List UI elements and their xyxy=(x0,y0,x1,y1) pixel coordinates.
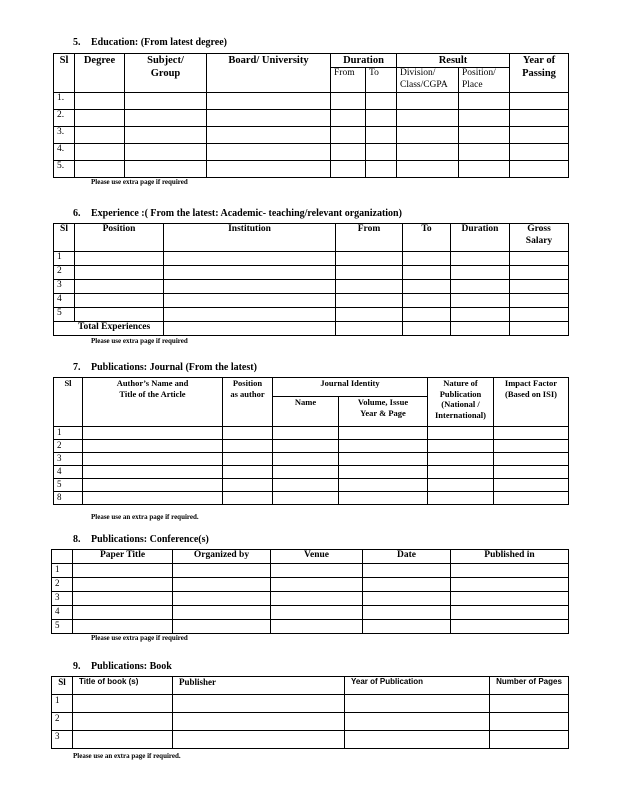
to-cell[interactable] xyxy=(403,294,451,308)
row-number: 3 xyxy=(54,280,75,294)
row-number: 3 xyxy=(52,731,73,749)
row-number: 2 xyxy=(54,440,83,453)
table-row xyxy=(54,160,569,177)
row-number: 4 xyxy=(54,294,75,308)
table-row xyxy=(54,92,569,109)
header-sl-blank xyxy=(52,550,73,564)
to-cell[interactable] xyxy=(366,160,397,177)
header-sl: Sl xyxy=(54,54,75,93)
total-salary-cell[interactable] xyxy=(510,322,569,336)
header-year-of-passing xyxy=(510,54,569,93)
header-gross-salary xyxy=(510,224,569,252)
table-row xyxy=(52,564,569,578)
division-cell[interactable] xyxy=(397,126,459,143)
year-cell[interactable] xyxy=(345,731,490,749)
header-subject xyxy=(125,54,207,93)
subject-cell[interactable] xyxy=(125,143,207,160)
row-number: 1 xyxy=(52,564,73,578)
section-number: 9. xyxy=(73,661,81,672)
venue-cell[interactable] xyxy=(271,578,363,592)
nature-cell[interactable] xyxy=(428,427,494,440)
journal-name-cell[interactable] xyxy=(273,492,339,505)
institution-cell[interactable] xyxy=(164,252,336,266)
date-cell[interactable] xyxy=(363,592,451,606)
position-cell[interactable] xyxy=(459,143,510,160)
publisher-cell[interactable] xyxy=(173,695,345,713)
section-title-text: Education: (From latest degree) xyxy=(91,37,227,48)
book-section-title xyxy=(73,661,172,672)
row-number: 3. xyxy=(54,126,75,143)
header-impact-line2: (Based on ISI) xyxy=(505,388,557,399)
venue-cell[interactable] xyxy=(271,564,363,578)
salary-cell[interactable] xyxy=(510,308,569,322)
position-cell[interactable] xyxy=(459,109,510,126)
position-cell[interactable] xyxy=(75,308,164,322)
organized-by-cell[interactable] xyxy=(173,620,271,634)
header-journal-identity: Journal Identity xyxy=(273,378,428,397)
conference-section-title xyxy=(73,534,209,545)
division-cell[interactable] xyxy=(397,143,459,160)
table-row xyxy=(52,578,569,592)
institution-cell[interactable] xyxy=(164,308,336,322)
header-nature-line2: Publication xyxy=(439,388,482,399)
header-year-line2: Passing xyxy=(522,68,556,80)
header-volume-line2: Year & Page xyxy=(360,407,406,418)
board-cell[interactable] xyxy=(207,92,331,109)
header-gross-line1: Gross xyxy=(527,224,551,234)
header-institution: Institution xyxy=(164,224,336,252)
header-sl: Sl xyxy=(54,378,83,427)
volume-cell[interactable] xyxy=(339,453,428,466)
duration-cell[interactable] xyxy=(451,266,510,280)
section-title-text: Experience :( From the latest: Academic- teaching/relevant organization) xyxy=(91,208,402,219)
volume-cell[interactable] xyxy=(339,466,428,479)
table-row xyxy=(54,109,569,126)
header-number-of-pages: Number of Pages xyxy=(490,677,569,695)
section-title-text: Publications: Book xyxy=(91,661,172,672)
table-row xyxy=(54,492,569,505)
board-cell[interactable] xyxy=(207,160,331,177)
board-cell[interactable] xyxy=(207,126,331,143)
table-row xyxy=(52,592,569,606)
board-cell[interactable] xyxy=(207,143,331,160)
organized-by-cell[interactable] xyxy=(173,606,271,620)
from-cell[interactable] xyxy=(336,266,403,280)
duration-cell[interactable] xyxy=(451,294,510,308)
paper-title-cell[interactable] xyxy=(73,620,173,634)
header-position-line1: Position xyxy=(232,378,263,388)
journal-name-cell[interactable] xyxy=(273,453,339,466)
header-nature-line1: Nature of xyxy=(443,378,478,388)
volume-cell[interactable] xyxy=(339,427,428,440)
header-nature-line3: (National / xyxy=(441,399,480,410)
author-title-cell[interactable] xyxy=(83,427,223,440)
date-cell[interactable] xyxy=(363,620,451,634)
section-number: 5. xyxy=(73,37,81,48)
book-table xyxy=(51,676,569,749)
table-row xyxy=(54,427,569,440)
journal-name-cell[interactable] xyxy=(273,440,339,453)
published-in-cell[interactable] xyxy=(451,564,569,578)
row-number: 2 xyxy=(52,578,73,592)
paper-title-cell[interactable] xyxy=(73,592,173,606)
header-author-line1: Author’s Name and xyxy=(116,378,189,388)
row-number: 5. xyxy=(54,160,75,177)
table-row xyxy=(52,731,569,749)
to-cell[interactable] xyxy=(366,143,397,160)
position-cell[interactable] xyxy=(223,479,273,492)
header-from: From xyxy=(336,224,403,252)
year-cell[interactable] xyxy=(510,160,569,177)
venue-cell[interactable] xyxy=(271,620,363,634)
subject-cell[interactable] xyxy=(125,109,207,126)
header-subject-line2: Group xyxy=(150,68,181,80)
journal-name-cell[interactable] xyxy=(273,479,339,492)
header-venue: Venue xyxy=(271,550,363,564)
total-experiences-label: Total Experiences xyxy=(54,322,164,336)
education-table xyxy=(53,53,569,178)
conference-note: Please use extra page if required xyxy=(91,634,188,642)
author-title-cell[interactable] xyxy=(83,479,223,492)
volume-cell[interactable] xyxy=(339,479,428,492)
paper-title-cell[interactable] xyxy=(73,606,173,620)
table-row xyxy=(52,620,569,634)
header-result: Result xyxy=(397,54,510,68)
date-cell[interactable] xyxy=(363,578,451,592)
header-division-line1: Division/ xyxy=(400,68,436,79)
table-row xyxy=(54,308,569,322)
row-number: 4. xyxy=(54,143,75,160)
date-cell[interactable] xyxy=(363,606,451,620)
table-row xyxy=(54,453,569,466)
degree-cell[interactable] xyxy=(75,143,125,160)
publisher-cell[interactable] xyxy=(173,731,345,749)
pages-cell[interactable] xyxy=(490,695,569,713)
duration-cell[interactable] xyxy=(451,308,510,322)
journal-note: Please use an extra page if required. xyxy=(91,513,199,521)
volume-cell[interactable] xyxy=(339,440,428,453)
book-title-cell[interactable] xyxy=(73,713,173,731)
degree-cell[interactable] xyxy=(75,126,125,143)
header-subject-line1: Subject/ xyxy=(147,55,184,66)
paper-title-cell[interactable] xyxy=(73,564,173,578)
to-cell[interactable] xyxy=(366,126,397,143)
duration-cell[interactable] xyxy=(451,252,510,266)
impact-cell[interactable] xyxy=(494,466,569,479)
from-cell[interactable] xyxy=(331,126,366,143)
board-cell[interactable] xyxy=(207,109,331,126)
nature-cell[interactable] xyxy=(428,492,494,505)
row-number: 2. xyxy=(54,109,75,126)
position-cell[interactable] xyxy=(223,466,273,479)
header-nature-of-publication xyxy=(428,378,494,427)
year-cell[interactable] xyxy=(510,92,569,109)
header-position-line1: Position/ xyxy=(462,68,496,79)
header-nature-line4: International) xyxy=(435,409,486,420)
impact-cell[interactable] xyxy=(494,479,569,492)
subject-cell[interactable] xyxy=(125,92,207,109)
table-row xyxy=(54,280,569,294)
position-cell[interactable] xyxy=(75,294,164,308)
table-row xyxy=(54,479,569,492)
to-cell[interactable] xyxy=(403,280,451,294)
conference-table xyxy=(51,549,569,634)
row-number: 8 xyxy=(54,492,83,505)
header-paper-title: Paper Title xyxy=(73,550,173,564)
section-number: 6. xyxy=(73,208,81,219)
row-number: 1. xyxy=(54,92,75,109)
subject-cell[interactable] xyxy=(125,126,207,143)
header-volume-line1: Volume, Issue xyxy=(357,397,409,407)
degree-cell[interactable] xyxy=(75,92,125,109)
to-cell[interactable] xyxy=(403,252,451,266)
subject-cell[interactable] xyxy=(125,160,207,177)
table-row xyxy=(54,126,569,143)
from-cell[interactable] xyxy=(331,92,366,109)
division-cell[interactable] xyxy=(397,109,459,126)
venue-cell[interactable] xyxy=(271,606,363,620)
nature-cell[interactable] xyxy=(428,440,494,453)
header-name: Name xyxy=(273,397,339,427)
row-number: 3 xyxy=(54,453,83,466)
from-cell[interactable] xyxy=(336,308,403,322)
published-in-cell[interactable] xyxy=(451,578,569,592)
institution-cell[interactable] xyxy=(164,280,336,294)
header-division xyxy=(397,68,459,93)
table-row xyxy=(54,143,569,160)
from-cell[interactable] xyxy=(331,160,366,177)
header-to: To xyxy=(403,224,451,252)
header-position-line2: Place xyxy=(462,80,483,90)
header-publisher: Publisher xyxy=(173,677,345,695)
position-cell[interactable] xyxy=(223,427,273,440)
from-cell[interactable] xyxy=(336,252,403,266)
header-degree: Degree xyxy=(75,54,125,93)
position-cell[interactable] xyxy=(223,440,273,453)
position-cell[interactable] xyxy=(75,252,164,266)
duration-cell[interactable] xyxy=(451,280,510,294)
section-title-text: Publications: Journal (From the latest) xyxy=(91,362,257,373)
header-sl: Sl xyxy=(54,224,75,252)
header-from: From xyxy=(331,68,366,93)
division-cell[interactable] xyxy=(397,92,459,109)
row-number: 1 xyxy=(54,252,75,266)
book-title-cell[interactable] xyxy=(73,731,173,749)
to-cell[interactable] xyxy=(403,266,451,280)
header-division-line2: Class/CGPA xyxy=(400,80,448,90)
year-cell[interactable] xyxy=(345,713,490,731)
from-cell[interactable] xyxy=(331,143,366,160)
date-cell[interactable] xyxy=(363,564,451,578)
book-note: Please use an extra page if required. xyxy=(73,752,181,760)
publisher-cell[interactable] xyxy=(173,713,345,731)
table-row xyxy=(54,252,569,266)
impact-cell[interactable] xyxy=(494,453,569,466)
impact-cell[interactable] xyxy=(494,440,569,453)
author-title-cell[interactable] xyxy=(83,466,223,479)
header-position xyxy=(459,68,510,93)
author-title-cell[interactable] xyxy=(83,453,223,466)
header-year-line1: Year of xyxy=(522,55,556,66)
year-cell[interactable] xyxy=(510,109,569,126)
position-cell[interactable] xyxy=(459,160,510,177)
section-number: 8. xyxy=(73,534,81,545)
to-cell[interactable] xyxy=(366,92,397,109)
position-cell[interactable] xyxy=(223,492,273,505)
position-cell[interactable] xyxy=(223,453,273,466)
header-impact-factor xyxy=(494,378,569,427)
table-row xyxy=(54,440,569,453)
position-cell[interactable] xyxy=(75,266,164,280)
nature-cell[interactable] xyxy=(428,466,494,479)
author-title-cell[interactable] xyxy=(83,440,223,453)
header-author-title xyxy=(83,378,223,427)
header-title-of-book: Title of book (s) xyxy=(73,677,173,695)
degree-cell[interactable] xyxy=(75,160,125,177)
salary-cell[interactable] xyxy=(510,280,569,294)
header-to: To xyxy=(366,68,397,93)
published-in-cell[interactable] xyxy=(451,606,569,620)
impact-cell[interactable] xyxy=(494,427,569,440)
header-duration: Duration xyxy=(451,224,510,252)
table-row xyxy=(52,606,569,620)
table-row xyxy=(52,695,569,713)
table-row xyxy=(54,266,569,280)
journal-name-cell[interactable] xyxy=(273,427,339,440)
organized-by-cell[interactable] xyxy=(173,592,271,606)
row-number: 5 xyxy=(52,620,73,634)
division-cell[interactable] xyxy=(397,160,459,177)
row-number: 1 xyxy=(54,427,83,440)
organized-by-cell[interactable] xyxy=(173,578,271,592)
table-row xyxy=(52,713,569,731)
section-title-text: Publications: Conference(s) xyxy=(91,534,209,545)
total-row xyxy=(54,322,569,336)
experience-section-title xyxy=(73,208,402,219)
author-title-cell[interactable] xyxy=(83,492,223,505)
header-sl: Sl xyxy=(52,677,73,695)
table-row xyxy=(54,294,569,308)
salary-cell[interactable] xyxy=(510,252,569,266)
row-number: 4 xyxy=(52,606,73,620)
row-number: 1 xyxy=(52,695,73,713)
row-number: 5 xyxy=(54,308,75,322)
header-published-in: Published in xyxy=(451,550,569,564)
book-title-cell[interactable] xyxy=(73,695,173,713)
published-in-cell[interactable] xyxy=(451,592,569,606)
nature-cell[interactable] xyxy=(428,479,494,492)
header-duration: Duration xyxy=(331,54,397,68)
header-gross-line2: Salary xyxy=(525,235,553,246)
header-position: Position xyxy=(75,224,164,252)
position-cell[interactable] xyxy=(459,126,510,143)
row-number: 2 xyxy=(52,713,73,731)
organized-by-cell[interactable] xyxy=(173,564,271,578)
position-cell[interactable] xyxy=(459,92,510,109)
from-cell[interactable] xyxy=(331,109,366,126)
to-cell[interactable] xyxy=(366,109,397,126)
institution-cell[interactable] xyxy=(164,294,336,308)
year-cell[interactable] xyxy=(510,126,569,143)
to-cell[interactable] xyxy=(403,308,451,322)
header-position-line2: as author xyxy=(230,388,265,399)
total-duration-cell[interactable] xyxy=(451,322,510,336)
published-in-cell[interactable] xyxy=(451,620,569,634)
total-to-cell[interactable] xyxy=(403,322,451,336)
nature-cell[interactable] xyxy=(428,453,494,466)
row-number: 5 xyxy=(54,479,83,492)
education-note: Please use extra page if required xyxy=(91,178,188,186)
header-impact-line1: Impact Factor xyxy=(504,378,558,388)
pages-cell[interactable] xyxy=(490,731,569,749)
volume-cell[interactable] xyxy=(339,492,428,505)
table-row xyxy=(54,466,569,479)
experience-note: Please use extra page if required xyxy=(91,337,188,345)
from-cell[interactable] xyxy=(336,280,403,294)
row-number: 3 xyxy=(52,592,73,606)
total-institution-cell[interactable] xyxy=(164,322,336,336)
header-year-of-publication: Year of Publication xyxy=(345,677,490,695)
education-section-title xyxy=(73,37,227,48)
header-position-as-author xyxy=(223,378,273,427)
header-organized-by: Organized by xyxy=(173,550,271,564)
header-date: Date xyxy=(363,550,451,564)
row-number: 2 xyxy=(54,266,75,280)
salary-cell[interactable] xyxy=(510,294,569,308)
journal-name-cell[interactable] xyxy=(273,466,339,479)
total-from-cell[interactable] xyxy=(336,322,403,336)
impact-cell[interactable] xyxy=(494,492,569,505)
degree-cell[interactable] xyxy=(75,109,125,126)
header-volume-issue xyxy=(339,397,428,427)
year-cell[interactable] xyxy=(345,695,490,713)
header-author-line2: Title of the Article xyxy=(119,388,186,399)
year-cell[interactable] xyxy=(510,143,569,160)
section-number: 7. xyxy=(73,362,81,373)
venue-cell[interactable] xyxy=(271,592,363,606)
header-board: Board/ University xyxy=(207,54,331,93)
pages-cell[interactable] xyxy=(490,713,569,731)
row-number: 4 xyxy=(54,466,83,479)
journal-section-title xyxy=(73,362,257,373)
experience-table xyxy=(53,223,569,336)
from-cell[interactable] xyxy=(336,294,403,308)
salary-cell[interactable] xyxy=(510,266,569,280)
journal-table xyxy=(53,377,569,505)
institution-cell[interactable] xyxy=(164,266,336,280)
paper-title-cell[interactable] xyxy=(73,578,173,592)
position-cell[interactable] xyxy=(75,280,164,294)
